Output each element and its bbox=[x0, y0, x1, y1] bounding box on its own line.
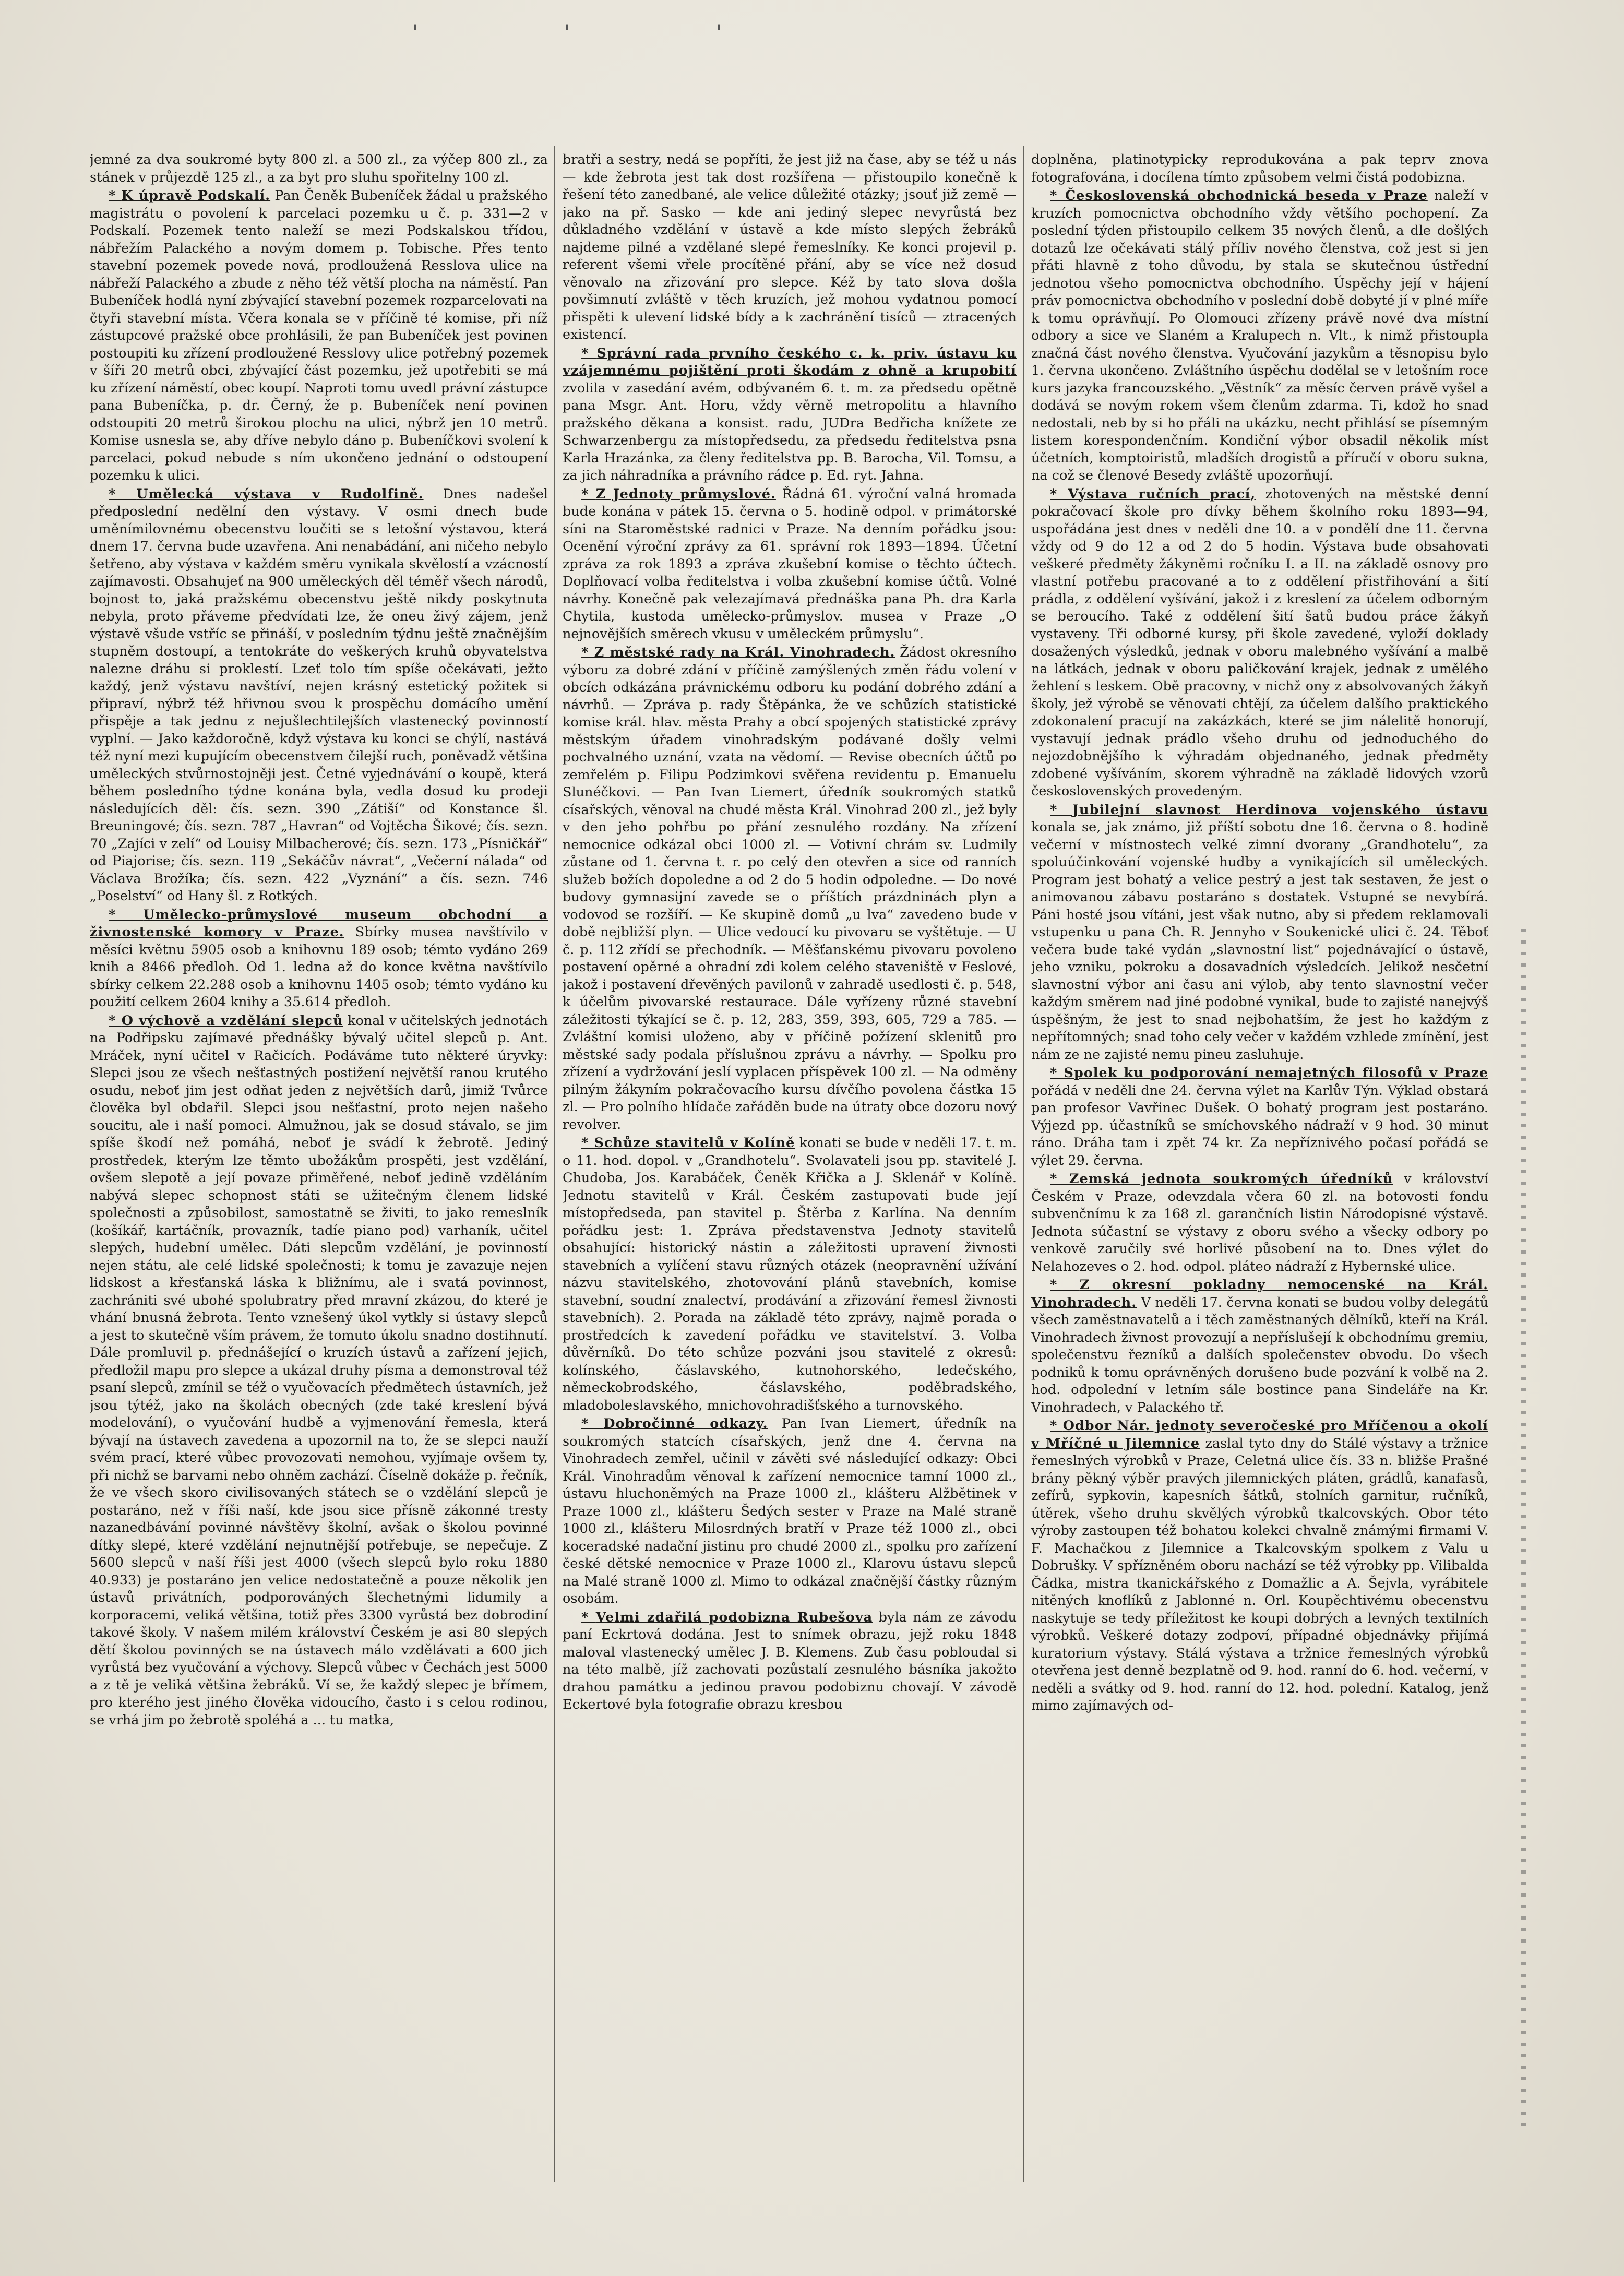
article-text: v království Českém v Praze, odevzdala včera 60 zl. na botovosti fondu subvenčnímu k za 168 zl. garančních listin Národopisné výstavě. Jednota súčastní se výstavy z oboru svého a všecky odbory po venkově zaručily své horlivé působení na to. Dnes výlet do Nelahozeves o 2. hod. odpol. pláteo nádraží z Hybernské ulice. bbox=[1031, 1171, 1488, 1274]
article-paragraph bbox=[1031, 486, 1488, 801]
article-heading: * Schůze stavitelů v Kolíně bbox=[581, 1135, 795, 1151]
article-paragraph bbox=[1031, 1417, 1488, 1715]
article-heading: * Z městské rady na Král. Vinohradech. bbox=[581, 645, 895, 660]
article-text: konal v učitelských jednotách na Podřipsku zajímavé přednášky bývalý učitel slepců p. Ant. Mráček, nyní učitel v Račicích. Podáváme tuto některé úryvky: Slepci jsou ze všech nešťastných postižení největší ranou krutého osudu, neboť jim jest odňat jeden z největších darů, jimiž Tvůrce člověka byl obdařil. Slepci jsou nešťastní, proto nejen našeho soucitu, ale i naší pomoci. Almužnou, jak se dosud stávalo, se jim spíše škodí než pomáhá, neboť je svádí k žebrotě. Jediný prostředek, kterým lze těmto ubožákům prospěti, jest vzdělání, ovšem slepotě a její povaze přiměřené, neboť jedině vzděláním nabývá slepec schopnost státi se užitečným členem lidské společnosti a způsobilost, samostatně se živiti, to jako remeslník (košíkář, kartáčník, provazník, tadíe piano pod) varhaník, učitel slepých, hudební umělec. Dáti slepcům vzdělání, je povinností nejen státu, ale celé lidské společnosti; k tomu je zavazuje nejen lidskost a křesťanská láska k bližnímu, ale i svatá povinnost, zachrániti své ubohé spolubratry před mravní zkázou, do které je vhání bnusná žebrota. Tento vznešený úkol vytkly si ústavy slepců a jest to skutečně vším právem, že tomuto úkolu snadno dostihnutí. Dále promluvil p. přednášející o kruzích ústavů a zařízení jejich, předložil mapu pro slepce a ukázal druhy písma a demonstroval též psaní slepců, zmínil se též o vyučovacích předmětech ústavních, jež jsou týtéž, jako na školách obecných (zde také kreslení bývá modelování), o vyučování hudbě a vyjmenování řemesla, která bývají na ústavech zavedena a upozornil na to, že se slepci nauží svém prací, které vůbec provozovati nemohou, vyjímaje ovšem ty, při nichž se barvami nebo ohněm zachází. Číselně dokáže p. řečník, že ve všech skoro civilisovaných státech se o vzdělání slepců je postaráno, než v říši naší, kde jsou sice přísně zákonné tresty nazanedbávání povinné návštěvy školní, avšak o školou povinné dítky slepé, které vzdělání nejnutnější potřebuje, se nepečuje. Z 5600 slepců v naší říši jest 4000 (všech slepců bylo roku 1880 40.933) je postaráno jen velice nedostatečně a pouze několik jen ústavů privátních, podporováných šlechetnými lidumily a korporacemi, veliká většina, totiž přes 3300 vyrůstá bez dobrodiní takové školy. V našem milém království Českém je asi 80 slepých dětí školou povinných se na ústavech málo vzdělávati a 600 jich vyrůstá bez vyučování a výchovy. Slepců vůbec v Čechách jest 5000 a z tě je veliká většina žebráků. Ví se, že každý slepec je břímem, pro kterého jest jiného člověka vidoucího, často i s celou rodinou, se vrhá jim po žebrotě spoléhá a ... tu matka, bbox=[90, 1012, 548, 1728]
page-edge-perforation bbox=[1521, 929, 1526, 2129]
article-paragraph bbox=[1031, 1065, 1488, 1170]
article-heading: * Spolek ku podporování nemajetných filosofů v Praze bbox=[1050, 1065, 1488, 1081]
article-paragraph bbox=[90, 907, 548, 1011]
article-paragraph bbox=[563, 345, 1017, 485]
article-heading: * Umělecko-průmyslové museum obchodní a živnostenské komory v Praze. bbox=[90, 907, 548, 940]
column-divider bbox=[1023, 146, 1024, 2182]
article-heading: * Z okresní pokladny nemocenské na Král. Vinohradech. bbox=[1031, 1277, 1488, 1310]
article-text: byla nám ze závodu paní Eckrtová dodána. Jest to snímek obrazu, jejž roku 1848 maloval vlastenecký umělec J. B. Klemens. Zub času pobloudal si na této malbě, jíž zachovati pozůstalí zesnulého básníka jakožto drahou památku a jedinou pravou podobiznu chovají. V závodě Eckertové byla fotografie obrazu kresbou bbox=[563, 1609, 1017, 1712]
article-text: naleží v kruzích pomocnictva obchodního vždy většího pochopení. Za poslední týden přistoupilo celkem 35 nových členů, a dle došlých dotazů lze očekávati stálý příliv nového členstva, což jest si jen přáti hlavně z toho důvodu, by stala se skutečnou ústřední jednotou všeho pomocnictva obchodního. Úspěchy její v hájení práv pomocnictva obchodního v poslední době dobyté jí v plné míře k tomu oprávňují. Po Olomouci zřízeny právě nové dva místní odbory a sice ve Slaném a Kralupech n. Vlt., k nimž přistoupla značná část nového členstva. Vyučování jazykům a těsnopisu bylo 1. června ukončeno. Zvláštního úspěchu dodělal se v letošním roce kurs jazyka francouzského. „Věstník“ za měsíc červen právě vyšel a dodává se novým rokem všem členům zdarma. Ti, kdož ho snad nedostali, neb by si ho přáli na ukázku, necht přihlásí se písemným listem korespondenčním. Kondiční výbor obsadil několik míst účetních, komptoiristů, mladších drogistů a příručí v oboru sukna, na což se členové Besedy zvláště upozorňují. bbox=[1031, 188, 1488, 483]
article-text: Pan Ivan Liemert, úředník na soukromých statcích císařských, jenž dne 4. června na Vinohradech zemřel, učinil v závěti své následující odkazy: Obci Král. Vinohradům věnoval k zařízení nemocnice tamní 1000 zl., ústavu hluchoněmých na Praze 1000 zl., klášteru Alžbětinek v Praze 1000 zl., klášteru Šedých sester v Praze na Malé straně 1000 zl., klášteru Milosrdných bratří v Praze též 1000 zl., obci koceradské nadační jistinu pro chudé 2000 zl., spolku pro zařízení české dětské nemocnice v Praze 1000 zl., Klarovu ústavu slepců na Malé straně 1000 zl. Mimo to odkázal značnější částky různým osobám. bbox=[563, 1416, 1017, 1606]
article-text: zaslal tyto dny do Stálé výstavy a tržnice řemeslných výrobků v Praze, Celetná ulice čís. 33 n. bližše Prašné brány pěkný výběr pravých jilemnických pláten, grádlů, kanafasů, zefírů, sypkovin, kapesních šátků, stolních garnitur, ručníků, útěrek, všeho druhu skvělých výrobků tkalcovských. Obor této výroby zastoupen též bohatou kolekci chvalně známými firmami V. F. Machačkou z Jilemnice a Tkalcovským spolkem z Valu u Dobrušky. V spřízněném oboru nachází se též výrobky pp. Vilibalda Čádka, mistra tkanickářského z Domažlic a A. Šejvla, vyrábitele nitěných knoflíků z Jablonné n. Orl. Koupěchtivému obecenstvu naskytuje se tedy příležitost ke koupi dobrých a levných textilních výrobků. Veškeré dotazy zodpoví, případné objednávky přijímá kuratorium výstavy. Stálá výstava a tržnice řemeslných výrobků otevřena jest denně bezplatně od 9. hod. ranní do 6. hod. večerní, v neděli a svátky od 9. hod. ranní do 12. hod. polední. Katalog, jenž mimo zajímavých od- bbox=[1031, 1435, 1488, 1713]
article-text: Žádost okresního výboru za dobré zdání v příčině zamýšlených změn řádu volení v obcích odkázána právnickému odboru ku podání dobrého zdání a návrhů. — Zpráva p. rady Štěpánka, že ve schůzích statistické komise král. hlav. města Prahy a obcí spojených statistické zprávy městským úřadem vinohradským podávané došly velmi pochvalného uznání, vzata na vědomí. — Revise obecních účtů po zemřelém p. Filipu Podzimkovi svěřena revidentu p. Emanuelu Slunéčkovi. — Pan Ivan Liemert, úředník soukromých statků císařských, věnoval na chudé města Král. Vinohrad 200 zl., jež byly v den jeho pohřbu po přání zesnulého rozdány. Na zřízení nemocnice odkázal obci 1000 zl. — Votivní chrám sv. Ludmily zůstane od 1. června t. r. po celý den otevřen a sice od ranních služeb božích dopoledne a od 2 do 5 hodin odpoledne. — Do nové budovy gymnasijní zavede se o příštích prázdninách plyn a vodovod se rozšíří. — Ke skupině domů „u lva“ zavedeno bude v době nejbližší plyn. — Ulice vedoucí ku pivovaru se vyštětuje. — U č. p. 112 zřídí se přechodník. — Měšťanskému pivovaru povoleno postavení opěrné a ohradní zdi kolem celého staveniště v Feslové, jakož i postavení dřevěných pavilonů v zahradě usedlosti č. p. 548, k účelům pivovarské restaurace. Dále vyřízeny různé stavební záležitosti týkající se č. p. 12, 283, 359, 393, 605, 729 a 785. — Zvláštní komisi uloženo, aby v příčině požízení sklenitů pro městské sady podala příslušnou zprávu a návrhy. — Spolku pro zřízení a vydržování jeslí vyplacen příspěvek 100 zl. — Na odměny pilným žákyním pokračovacího kursu dívčího povolena částka 15 zl. — Pro polního hlídače zařáděn bude na útraty obce dozoru nový revolver. bbox=[563, 645, 1017, 1133]
article-paragraph bbox=[563, 1415, 1017, 1608]
article-heading: * Dobročinné odkazy. bbox=[581, 1416, 768, 1432]
article-text: zvolila v zasedání avém, odbývaném 6. t. m. za předsedu opětně pana Msgr. Ant. Horu, vždy věrně metropolitu a hlavního pražského děkana a konsist. radu, JUDra Bedřicha knížete ze Schwarzenbergu za místopředsedu, za předsedu ředitelstva psna Karla Hrazánka, za členy ředitelstva pp. B. Barocha, Vil. Tomsu, a za jich náhradníka a právního rádce p. Ed. ryt. Jahna. bbox=[563, 380, 1017, 483]
article-text: Sbírky musea navštívilo v měsíci květnu 5905 osob a knihovnu 189 osob; témto vydáno 269 knih a 8466 předloh. Od 1. ledna až do konce května navštívilo sbírky celkem 22.288 osob a knihovnu 1405 osob; témto vydáno ku použití celkem 2604 knihy a 35.614 předloh. bbox=[90, 924, 548, 1010]
article-paragraph bbox=[563, 151, 1017, 344]
article-text: Řádná 61. výroční valná hromada bude konána v pátek 15. června o 5. hodině odpol. v primátorské síni na Staroměstské radnici v Praze. Na denním pořádku jsou: Ocenění výroční zprávy za 61. správní rok 1893—1894. Účetní zpráva za rok 1893 a zpráva zkušební komise o těchto účtech. Doplňovací volba ředitelstva i volba zkušební komise účtů. Volné návrhy. Konečně pak velezajímavá přednáška pana Ph. dra Karla Chytila, kustoda umělecko-průmyslov. musea v Praze „O nejnovějších směrech vkusu v uměleckém průmyslu“. bbox=[563, 486, 1017, 642]
article-heading: * Správní rada prvního českého c. k. priv. ústavu ku vzájemnému pojištění proti škodám z ohně a krupobití bbox=[563, 345, 1017, 379]
top-mark: ' bbox=[716, 21, 868, 45]
article-heading: * Odbor Nár. jednoty severočeské pro Mříčenou a okolí v Mříčné u Jilemnice bbox=[1031, 1418, 1488, 1451]
article-heading: * Jubilejní slavnost Herdinova vojenského ústavu bbox=[1050, 802, 1488, 818]
article-paragraph bbox=[1031, 151, 1488, 186]
column-3 bbox=[1031, 151, 1488, 2249]
article-heading: * O výchově a vzdělání slepců bbox=[109, 1013, 343, 1029]
article-text: Pan Čeněk Bubeníček žádal u pražského magistrátu o povolení k parcelaci pozemku u č. p. 331—2 v Podskalí. Pozemek tento naleží se mezi Podskalskou třídou, nábřežím Palackého a novým domem p. Tobische. Přes tento stavební pozemek povede nová, prodloužená Resslova ulice na nábřeží Palackého a zbude z něho též větší plocha na náměstí. Pan Bubeníček hodlá nyní zbývající stavební pozemek rozparcelovati na čtyři stavební místa. Včera konala se v příčině té komise, při níž zástupcové pražské obce prohlásili, že pan Bubeníček jest povinen postoupiti ku zřízení prodloužené Resslovy ulice potřebný pozemek v šíři 20 metrů obci, zbývající část pozemku, jež upotřebiti se má ku zřízení náměstí, obec koupí. Naproti tomu uvedl právní zástupce pana Bubeníčka, p. dr. Černý, že p. Bubeníček není povinen odstoupiti 20 metrů širokou plochu na ulici, nýbrž jen 10 metrů. Komise usnesla se, aby dříve nebylo dáno p. Bubeníčkovi svolení k parcelaci, pokud nebude s ním ukončeno jednání o odstoupení pozemku k ulici. bbox=[90, 188, 548, 483]
article-paragraph bbox=[90, 1012, 548, 1730]
article-paragraph bbox=[1031, 1171, 1488, 1276]
article-heading: * Výstava ručních prací, bbox=[1050, 486, 1256, 502]
article-heading: * Československá obchodnická beseda v Praze bbox=[1050, 188, 1428, 204]
article-paragraph bbox=[563, 1609, 1017, 1714]
top-margin-marks bbox=[412, 21, 868, 45]
article-text: konati se bude v neděli 17. t. m. o 11. hod. dopol. v „Grandhotelu“. Svolavateli jsou pp. stavitelé J. Chudoba, Jos. Karabáček, Čeněk Křička a J. Sklenář v Kolíně. Jednotu stavitelů v Král. Českém zastupovati bude její místopředseda, pan stavitel p. Štěrba z Karlína. Na denním pořádku jest: 1. Zpráva představenstva Jednoty stavitelů obsahující: historický nástin a záležitosti upravení živnosti stavebních a vylíčení stavu různých otázek (neopravnění užívání názvu stavitelského, zhotovování plánů stavebních, komise stavební, soudní znalectví, prodávání a zřizování řemesl živnosti stavebních). 2. Porada na základě této zprávy, najmě porada o prostředcích k zavedení pořádku ve stavitelství. 3. Volba důvěrníků. Do této schůze pozváni jsou stavitelé z okresů: kolínského, čáslavského, kutnohorského, ledečského, německobrodského, čáslavského, poděbradského, mladoboleslavského, mnichovohradišťského a turnovského. bbox=[563, 1135, 1017, 1413]
column-2 bbox=[563, 151, 1017, 2249]
article-text: Dnes nadešel předposlední nedělní den výstavy. V osmi dnech bude uměnímilovnému obecenstvu loučiti se s letošní výstavou, která dnem 17. června bude uzavřena. Ani nenabádání, ani ničeho nebylo šetřeno, aby výstava v každém směru vynikala skvělostí a vzácností zajímavosti. Obsahujeť na 900 uměleckých děl téměř všech národů, bojnost to, jaká pražskému obecenstvu ještě nikdy poskytnuta nebyla, proto přáveme předvídati lze, že oneu živý zájem, jenž výstavě všude vstříc se přináší, v posledním týdnu ještě značnějším stupněm dostoupí, a tentokráte do veškerých kruhů obyvatelstva nalezne dráhu si proklestí. Lzeť tolo tím spíše očekávati, ježto každý, jenž výstavu navštíví, nejen krásný estetický požitek si připraví, nýbrž též hřivnou svou k prospěchu domácího umění přispěje a tak jednu z nejušlechtilejších vlastenecký povinností vyplní. — Jako každoročně, když výstava ku konci se chýlí, nastává též nyní mezi kupujícím obecenstvem čilejší ruch, poněvadž většina uměleckých stvůrnostojněji jest. Četné vyjednávání o koupě, která během posledního týdne konána byla, vedla dosud ku prodeji následujících děl: čís. sezn. 390 „Zátiší“ od Konstance šl. Breuningové; čís. sezn. 787 „Havran“ od Vojtěcha Šikové; čís. sezn. 70 „Zajíci v zelí“ od Louisy Milbacherové; čís. sezn. 173 „Písničkář“ od Piajorise; čís. sezn. 119 „Sekáčův návrat“, „Večerní nálada“ od Václava Brožíka; čís. sezn. 422 „Vyznání“ a čís. sezn. 746 „Poselství“ od Hany šl. z Rotkých. bbox=[90, 486, 548, 904]
article-text: pořádá v neděli dne 24. června výlet na Karlův Týn. Výklad obstará pan profesor Vavřinec Dušek. O bohatý program jest postaráno. Výjezd pp. účastníků se smíchovského nádraží v 9 hod. 30 minut ráno. Dráha tam i zpět 74 kr. Za nepříznivého počasí pořádá se výlet 29. června. bbox=[1031, 1082, 1488, 1169]
article-paragraph bbox=[563, 486, 1017, 644]
article-paragraph bbox=[563, 1135, 1017, 1414]
article-text: bratři a sestry, nedá se popříti, že jest již na čase, aby se též u nás — kde žebrota jest tak dost rozšířena — přistoupilo konečně k řešení této zanedbané, ale velice důležité otázky; jsouť již země — jako na př. Sasko — kde ani jediný slepec nevyrůstá bez důkladného vzdělání v ústavě a kde místo slepých žebráků najdeme pilné a vzdělané slepé řemeslníky. Ke konci projevil p. referent všemi vřele procítěné přání, aby se více než dosud věnovalo na zřizování pro slepce. Kéž by tato slova došla povšimnutí zvláště v těch kruzích, jež mohou vydatnou pomocí přispěti k ulevení lidské bídy a k zachránění tisíců — ztracených existencí. bbox=[563, 152, 1017, 342]
article-paragraph bbox=[563, 644, 1017, 1134]
article-paragraph bbox=[90, 187, 548, 485]
article-text: zhotovených na městské denní pokračovací škole pro dívky během školního roku 1893—94, uspořádána jest dnes v neděli dne 10. a v pondělí dne 11. června vždy od 9 do 12 a od 2 do 5 hodin. Výstava bude obsahovati veškeré předměty žákyněmi ročníku I. a II. na základě osnovy pro vlastní potřebu pracované a to z oddělení přistřihování a šití prádla, z oddělení vyšívání, jakož i z kreslení za účelem odborným se beroucího. Také z oddělení šití šatů budou práce žákyň vystaveny. Tři odborné kursy, při škole zavedené, vyloží doklady dosažených výsledků, jednak v oboru malebného vyšívání a malbě na látkách, jednak v oboru paličkování krajek, jednak z umělého žehlení s leskem. Obě pracovny, v nichž ony z absolvovaných žákyň školy, jež výrobě se věnovati chtějí, za účelem dalšího praktického zdokonalení pracují na zakázkách, které se jim nálelitě honorují, vystavují jednak prádlo všeho druhu od jednoduchého do nejozdobnějšího k výhradám objednaného, jednak předměty zdobené vyšíváním, skorem výhradně na základě lidových vzorů československých provedeným. bbox=[1031, 486, 1488, 799]
top-mark: ' bbox=[412, 21, 564, 45]
article-heading: * Z Jednoty průmyslové. bbox=[581, 486, 776, 502]
article-text: jemné za dva soukromé byty 800 zl. a 500 zl., za výčep 800 zl., za stánek v průjezdě 125 zl., a za byt pro sluhu spořitelny 100 zl. bbox=[90, 152, 548, 185]
article-paragraph bbox=[90, 151, 548, 186]
column-1 bbox=[90, 151, 548, 2249]
article-heading: * Umělecká výstava v Rudolfině. bbox=[109, 486, 424, 502]
article-paragraph bbox=[1031, 187, 1488, 485]
article-heading: * K úpravě Podskalí. bbox=[109, 188, 270, 204]
article-paragraph bbox=[1031, 802, 1488, 1064]
article-heading: * Zemská jednota soukromých úředníků bbox=[1050, 1171, 1393, 1187]
top-mark: ' bbox=[564, 21, 716, 45]
article-heading: * Velmi zdařilá podobizna Rubešova bbox=[581, 1610, 873, 1625]
article-text: konala se, jak známo, již příští sobotu dne 16. června o 8. hodině večerní v místnostech velké zimní dvorany „Grandhotelu“, za spoluúčinkování vojenské hudby a vynikajících sil uměleckých. Program jest bohatý a velice pestrý a jest tak sestaven, že jest o animovanou zábavu postaráno s dostatek. Vstupné se nevybírá. Páni hosté jsou vítáni, jest však nutno, aby si předem reklamovali vstupenku u pana Ch. R. Jennyho v Soukenické ulici č. 24. Těboť večera bude také vydán „slavnostní list“ pojednávající o ústavě, jeho vzniku, pokroku a dosavadních výsledcích. Jelikož nesčetní slavnostní výbor ani času ani výlob, aby tento slavnostní večer každým směrem nad jiné podobné vynikal, bude to zajisté nanejvýš úspěšným, že jest to snad nejbohatším, že jest ho každým z nepřítomných; snad toho cely večer v každém vzhlede zmínění, jest nám ze ne zajisté nemu pineu zasluhuje. bbox=[1031, 819, 1488, 1063]
column-divider bbox=[554, 146, 555, 2182]
article-text: V neděli 17. června konati se budou volby delegátů všech zaměstnavatelů a i těch zaměstnaných dělníků, kteří na Král. Vinohradech živnost provozují a nepříslušejí k obchodnímu gremiu, společenstvu řezníků a dalších společenstev obvodu. Do všech podniků k tomu oprávněných dorušeno bude pozvání k volbě na 2. hod. odpolední v letním sále bostince pana Sindeláře na Kr. Vinohradech, v Palackého tř. bbox=[1031, 1294, 1488, 1415]
article-paragraph bbox=[1031, 1277, 1488, 1416]
article-paragraph bbox=[90, 486, 548, 905]
article-text: doplněna, platinotypicky reprodukována a pak teprv znova fotografována, i docílena tímto způsobem velmi čistá podobizna. bbox=[1031, 152, 1488, 185]
